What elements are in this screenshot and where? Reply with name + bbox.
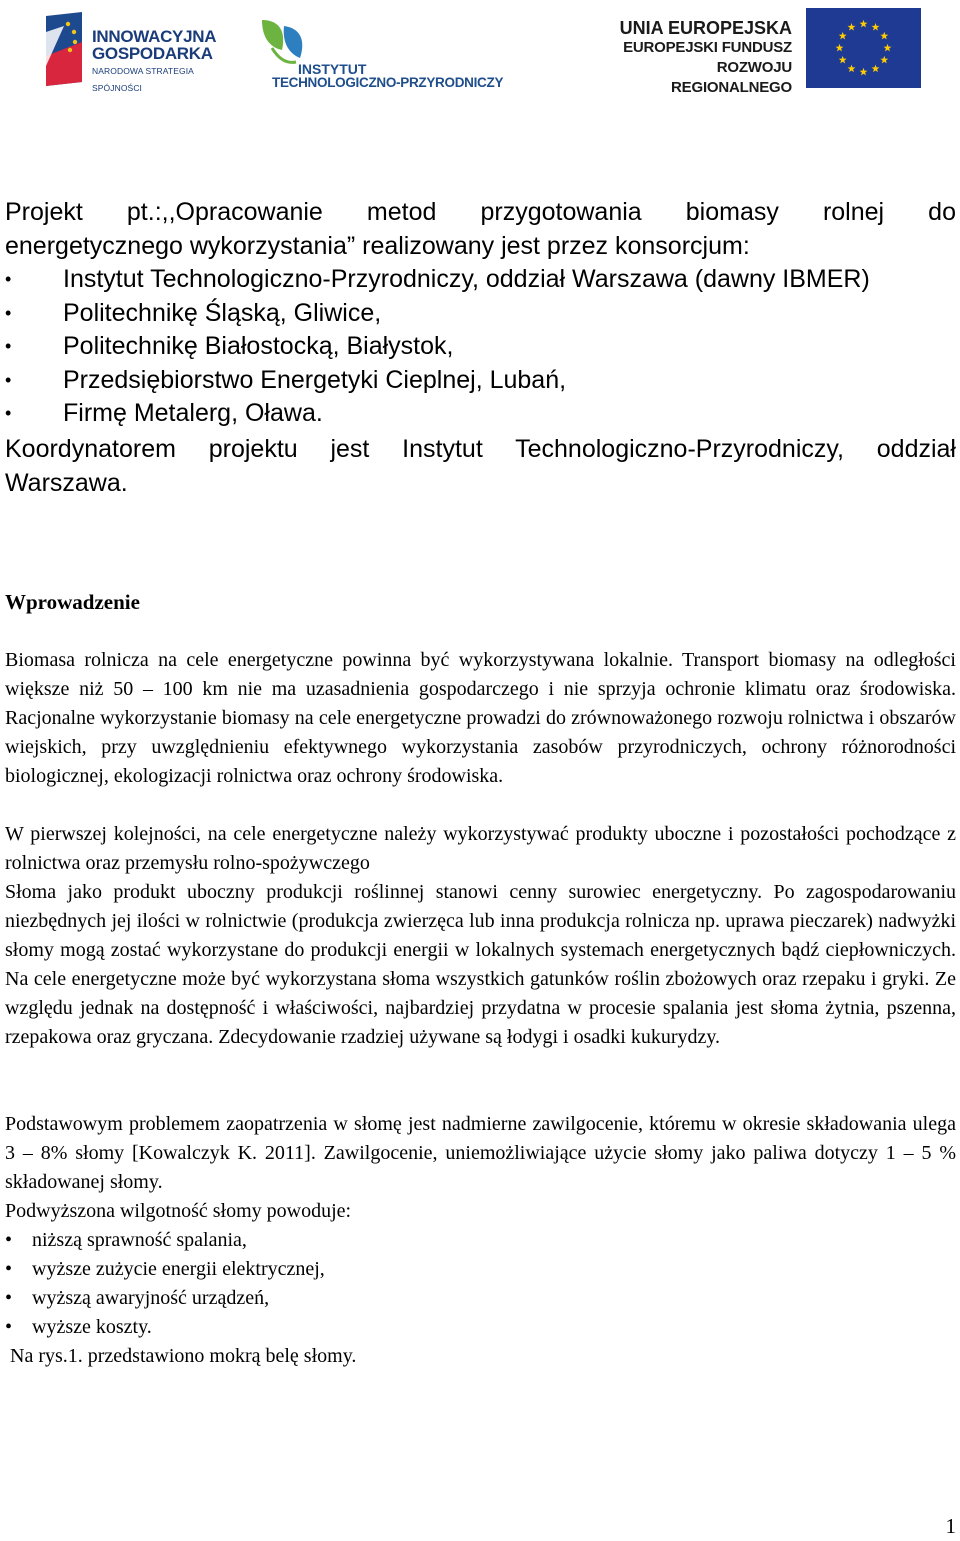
itp-line-2: TECHNOLOGICZNO-PRZYRODNICZY bbox=[272, 75, 504, 90]
paragraph-3: Słoma jako produkt uboczny produkcji roślinnej stanowi cenny surowiec energetyczny. Po zagospodarowaniu niezbędnych jej ilości w rolnictwie (produkcja zwierzęca lub inna produkcja rolnicza np. uprawa pieczarek) nadwyżki słomy mogą zostać wykorzystane do produkcji energii w lokalnych systemach energetycznych bądź ciepłowniczych. Na cele energetyczne może być wykorzystana słoma wszystkich gatunków roślin zbożowych oraz rzepaku i gryki. Ze względu jednak na dostępność i właściwości, najbardziej przydatna w procesie spalania jest słoma żytnia, pszenna, rzepakowa oraz gryczana. Zdecydowanie rzadziej używane są łodygi i osadki kukurydzy. bbox=[5, 881, 956, 1048]
list-item: • niższą sprawność spalania, bbox=[5, 1226, 956, 1255]
list-item: • wyższe zużycie energii elektrycznej, bbox=[5, 1255, 956, 1284]
itp-logo bbox=[260, 18, 550, 94]
intro-line-2: energetycznego wykorzystania” realizowany jest przez konsorcjum: bbox=[5, 231, 750, 260]
list-item: • Przedsiębiorstwo Energetyki Cieplnej, Lubań, bbox=[5, 364, 956, 398]
section-heading: Wprowadzenie bbox=[5, 590, 140, 614]
paragraph-1: Biomasa rolnicza na cele energetyczne powinna być wykorzystywana lokalnie. Transport biomasy na odległości większe niż 50 – 100 km nie ma uzasadnienia gospodarczego i nie sprzyja ochronie klimatu oraz środowiska. Racjonalne wykorzystanie biomasy na cele energetyczne prowadzi do zrównoważonego rozwoju rolnictwa i obszarów wiejskich, przy uwzględnieniu efektywnego wykorzystania zasobów przyrodniczych, ochrony różnorodności biologicznej, ekologizacji rolnictwa oraz ochrony środowiska. bbox=[5, 649, 956, 787]
innowacyjna-gospodarka-logo bbox=[44, 12, 229, 93]
ig-flag-icon bbox=[44, 12, 84, 86]
list-item: • wyższe koszty. bbox=[5, 1313, 956, 1342]
consortium-list bbox=[5, 263, 956, 431]
eu-logo bbox=[596, 8, 926, 96]
ig-subtitle: NARODOWA STRATEGIA SPÓJNOŚCI bbox=[92, 66, 194, 93]
eu-line-3: ROZWOJU REGIONALNEGO bbox=[671, 59, 792, 96]
eu-flag-icon bbox=[806, 8, 921, 88]
list-item: • Politechnikę Białostocką, Białystok, bbox=[5, 330, 956, 364]
eu-line-1: UNIA EUROPEJSKA bbox=[619, 18, 792, 38]
eu-line-2: EUROPEJSKI FUNDUSZ bbox=[623, 39, 792, 56]
list-item: • Politechnikę Śląską, Gliwice, bbox=[5, 297, 956, 331]
coordinator-text: Koordynatorem projektu jest Instytut Technologiczno-Przyrodniczy, oddział Warszawa. bbox=[5, 435, 956, 497]
ig-line-1: INNOWACYJNA bbox=[92, 27, 217, 46]
page-number: 1 bbox=[945, 1514, 956, 1538]
list-item: • Firmę Metalerg, Oława. bbox=[5, 397, 956, 431]
list-item: • wyższą awaryjność urządzeń, bbox=[5, 1284, 956, 1313]
closing-text: Na rys.1. przedstawiono mokrą belę słomy. bbox=[5, 1345, 357, 1367]
logo-header bbox=[0, 0, 960, 100]
ig-line-2: GOSPODARKA bbox=[92, 44, 213, 63]
list-item: • Instytut Technologiczno-Przyrodniczy, oddział Warszawa (dawny IBMER) bbox=[5, 263, 956, 297]
effects-list bbox=[5, 1226, 956, 1342]
intro-line-1: Projekt pt.:,,Opracowanie metod przygotowania biomasy rolnej do bbox=[5, 198, 956, 226]
paragraph-4: Podstawowym problemem zaopatrzenia w słomę jest nadmierne zawilgocenie, któremu w okresie składowania ulega 3 – 8% słomy [Kowalczyk K. 2011]. Zawilgocenie, uniemożliwiające użycie słomy jako paliwa dotyczy 1 – 5 % składowanej słomy. bbox=[5, 1113, 956, 1193]
effects-intro: Podwyższona wilgotność słomy powoduje: bbox=[5, 1200, 352, 1222]
paragraph-2: W pierwszej kolejności, na cele energetyczne należy wykorzystywać produkty uboczne i pozostałości pochodzące z rolnictwa oraz przemysłu rolno-spożywczego bbox=[5, 823, 956, 874]
itp-line-1: INSTYTUT bbox=[298, 61, 367, 77]
